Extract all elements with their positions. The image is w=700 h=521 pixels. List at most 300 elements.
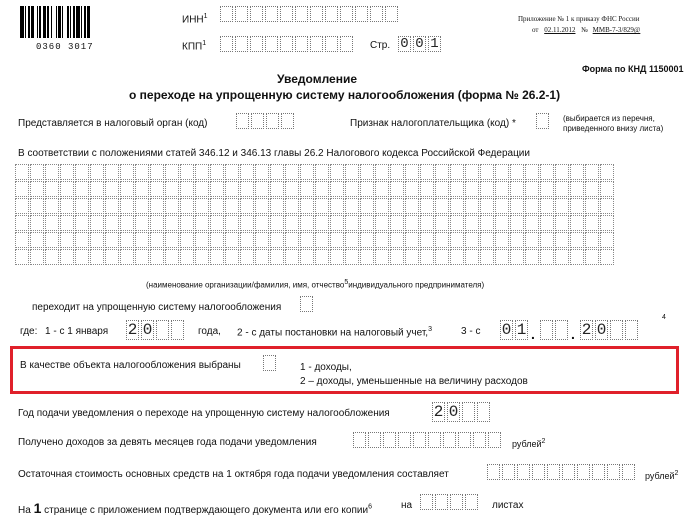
name-cell <box>375 232 389 248</box>
name-cell <box>45 181 59 197</box>
name-cell <box>525 215 539 231</box>
name-caption: (наименование организации/фамилия, имя, отчество5индивидуального предпринимателя) <box>146 279 485 290</box>
digit-cell <box>300 296 313 312</box>
name-cell <box>150 198 164 214</box>
name-cell <box>165 164 179 180</box>
digit-cell: 2 <box>127 321 138 339</box>
name-cell <box>585 181 599 197</box>
name-cell <box>30 215 44 231</box>
name-cell <box>180 198 194 214</box>
digit-cell <box>462 402 475 422</box>
name-cell <box>225 215 239 231</box>
name-cell <box>180 164 194 180</box>
digit-cell <box>625 320 638 340</box>
income-field[interactable] <box>353 432 503 448</box>
name-cell <box>15 164 29 180</box>
name-cell <box>525 249 539 265</box>
name-cell <box>540 198 554 214</box>
name-cell <box>555 215 569 231</box>
digit-cell: 0 <box>596 321 607 339</box>
name-cell <box>180 215 194 231</box>
name-cell <box>525 232 539 248</box>
name-cell <box>135 181 149 197</box>
digit-cell <box>280 6 293 22</box>
name-cell <box>405 232 419 248</box>
tax-authority-label: Представляется в налоговый орган (код) <box>18 118 208 129</box>
digit-cell <box>220 36 233 52</box>
name-cell <box>540 249 554 265</box>
digit-cell: 0 <box>142 321 153 339</box>
name-cell <box>330 215 344 231</box>
name-cell <box>45 198 59 214</box>
digit-cell <box>458 432 471 448</box>
digit-cell <box>555 320 568 340</box>
name-cell <box>210 198 224 214</box>
digit-cell: 0 <box>501 321 512 339</box>
digit-cell <box>370 6 383 22</box>
name-cell <box>300 249 314 265</box>
barcode-number: 0360 3017 <box>36 42 94 52</box>
object-code-field[interactable] <box>263 355 278 371</box>
barcode-stripe <box>90 6 91 38</box>
name-cell <box>540 164 554 180</box>
digit-cell <box>622 464 635 480</box>
name-cell <box>315 215 329 231</box>
name-cell <box>600 215 614 231</box>
year2-field[interactable] <box>580 320 640 340</box>
name-cell <box>480 215 494 231</box>
name-cell <box>15 232 29 248</box>
name-cell <box>120 198 134 214</box>
name-cell <box>15 215 29 231</box>
name-cell <box>345 215 359 231</box>
page-digit: 0 <box>413 36 426 52</box>
income-label: Получено доходов за девять месяцев года подачи уведомления <box>18 437 317 448</box>
name-cell <box>195 181 209 197</box>
name-cell <box>285 215 299 231</box>
name-cell <box>330 198 344 214</box>
name-cell <box>405 215 419 231</box>
organization-name-field[interactable] <box>15 163 615 265</box>
tax-authority-field[interactable] <box>236 113 296 129</box>
name-cell <box>600 181 614 197</box>
name-cell <box>585 164 599 180</box>
notice-year-label: Год подачи уведомления о переходе на упрощенную систему налогообложения <box>18 408 390 419</box>
name-cell <box>435 198 449 214</box>
digit-cell <box>236 113 249 129</box>
name-cell <box>225 198 239 214</box>
digit-cell <box>280 36 293 52</box>
name-cell <box>45 232 59 248</box>
name-cell <box>15 249 29 265</box>
name-cell <box>510 164 524 180</box>
digit-cell: 2 <box>581 321 592 339</box>
name-cell <box>495 232 509 248</box>
name-cell <box>360 215 374 231</box>
option-1-label: 1 - с 1 января <box>45 326 109 337</box>
kpp-field[interactable] <box>220 36 355 52</box>
digit-cell <box>420 494 433 510</box>
name-cell <box>345 198 359 214</box>
name-cell <box>480 249 494 265</box>
name-cell <box>120 215 134 231</box>
page-number-field[interactable] <box>398 36 443 52</box>
name-cell <box>240 215 254 231</box>
barcode <box>20 6 108 38</box>
option-2-label: 2 - с даты постановки на налоговый учет,$^3$ <box>237 326 432 339</box>
name-cell <box>480 164 494 180</box>
name-cell <box>525 181 539 197</box>
name-cell <box>135 249 149 265</box>
inn-label: ИНН$^1$ <box>182 13 208 26</box>
digit-cell <box>340 36 353 52</box>
digit-cell <box>353 432 366 448</box>
digit-cell <box>250 6 263 22</box>
name-cell <box>375 198 389 214</box>
name-cell <box>435 249 449 265</box>
name-cell <box>45 164 59 180</box>
name-cell <box>135 198 149 214</box>
inn-field[interactable] <box>220 6 400 22</box>
name-cell <box>570 232 584 248</box>
digit-cell <box>235 6 248 22</box>
day-field[interactable] <box>500 320 530 340</box>
name-cell <box>75 215 89 231</box>
name-cell <box>135 164 149 180</box>
name-cell <box>375 249 389 265</box>
name-cell <box>240 249 254 265</box>
digit-cell <box>413 432 426 448</box>
name-cell <box>465 181 479 197</box>
name-cell <box>210 249 224 265</box>
name-cell <box>300 181 314 197</box>
name-cell <box>210 164 224 180</box>
name-cell <box>510 232 524 248</box>
form-code: Форма по КНД 1150001 <box>582 64 684 74</box>
name-cell <box>60 164 74 180</box>
pages-label: На 1 странице с приложением подтверждающего документа или его копии$^6$ <box>18 500 372 516</box>
name-cell <box>405 181 419 197</box>
name-cell <box>105 198 119 214</box>
name-cell <box>360 164 374 180</box>
name-cell <box>90 198 104 214</box>
name-cell <box>210 181 224 197</box>
name-cell <box>105 215 119 231</box>
page-label: Стр. <box>370 40 391 51</box>
name-cell <box>390 215 404 231</box>
name-cell <box>330 249 344 265</box>
name-cell <box>345 181 359 197</box>
digit-cell <box>517 464 530 480</box>
name-cell <box>75 181 89 197</box>
name-cell <box>315 181 329 197</box>
name-cell <box>180 249 194 265</box>
name-cell <box>150 164 164 180</box>
name-cell <box>510 215 524 231</box>
residual-value-field[interactable] <box>487 464 637 480</box>
name-cell <box>450 164 464 180</box>
name-cell <box>210 232 224 248</box>
digit-cell <box>266 113 279 129</box>
date-separator: . <box>531 326 535 342</box>
digit-cell <box>465 494 478 510</box>
digit-cell <box>265 36 278 52</box>
name-cell <box>390 164 404 180</box>
digit-cell <box>383 432 396 448</box>
name-cell <box>480 232 494 248</box>
name-cell <box>60 215 74 231</box>
name-cell <box>495 198 509 214</box>
name-cell <box>225 232 239 248</box>
name-cell <box>435 181 449 197</box>
name-cell <box>525 164 539 180</box>
digit-cell <box>251 113 264 129</box>
sheets-count-field[interactable] <box>420 494 480 510</box>
name-cell <box>285 232 299 248</box>
name-cell <box>195 249 209 265</box>
name-cell <box>330 164 344 180</box>
name-cell <box>525 198 539 214</box>
digit-cell <box>398 432 411 448</box>
name-cell <box>405 249 419 265</box>
name-cell <box>255 215 269 231</box>
digit-cell <box>355 6 368 22</box>
name-cell <box>450 249 464 265</box>
digit-cell <box>156 320 169 340</box>
name-cell <box>60 232 74 248</box>
digit-cell <box>577 464 590 480</box>
name-cell <box>465 232 479 248</box>
name-cell <box>435 232 449 248</box>
name-cell <box>165 181 179 197</box>
name-cell <box>195 232 209 248</box>
name-cell <box>465 164 479 180</box>
name-cell <box>120 164 134 180</box>
name-cell <box>270 232 284 248</box>
name-cell <box>45 249 59 265</box>
digit-cell <box>562 464 575 480</box>
name-cell <box>240 232 254 248</box>
name-cell <box>345 164 359 180</box>
name-cell <box>90 249 104 265</box>
name-cell <box>510 181 524 197</box>
digit-cell <box>295 6 308 22</box>
digit-cell <box>263 355 276 371</box>
name-cell <box>105 181 119 197</box>
name-cell <box>390 232 404 248</box>
name-cell <box>60 249 74 265</box>
name-cell <box>300 232 314 248</box>
name-cell <box>420 232 434 248</box>
name-cell <box>15 198 29 214</box>
name-cell <box>225 249 239 265</box>
object-choice-1: 1 - доходы, <box>300 362 352 373</box>
digit-cell <box>265 6 278 22</box>
digit-cell <box>547 464 560 480</box>
name-cell <box>285 181 299 197</box>
name-cell <box>90 164 104 180</box>
name-cell <box>60 181 74 197</box>
name-cell <box>75 164 89 180</box>
name-cell <box>270 181 284 197</box>
name-cell <box>375 215 389 231</box>
digit-cell <box>250 36 263 52</box>
digit-cell <box>610 320 623 340</box>
digit-cell: 1 <box>516 321 527 339</box>
name-cell <box>195 215 209 231</box>
object-label: В качестве объекта налогообложения выбраны <box>20 360 241 371</box>
name-cell <box>330 181 344 197</box>
digit-cell <box>428 432 441 448</box>
name-cell <box>330 232 344 248</box>
pages-on: на <box>401 500 413 511</box>
name-cell <box>450 198 464 214</box>
digit-cell <box>532 464 545 480</box>
name-cell <box>375 181 389 197</box>
name-cell <box>135 215 149 231</box>
law-reference: В соответствии с положениями статей 346.12 и 346.13 главы 26.2 Налогового кодекса Российской Федерации <box>18 148 530 159</box>
name-cell <box>570 215 584 231</box>
name-cell <box>90 181 104 197</box>
name-cell <box>105 249 119 265</box>
digit-cell <box>488 432 501 448</box>
name-cell <box>405 164 419 180</box>
name-cell <box>90 215 104 231</box>
digit-cell <box>220 6 233 22</box>
name-cell <box>315 232 329 248</box>
name-cell <box>90 232 104 248</box>
name-cell <box>420 181 434 197</box>
option-3-label: 3 - с <box>461 326 481 337</box>
name-cell <box>75 198 89 214</box>
name-cell <box>150 215 164 231</box>
name-cell <box>540 232 554 248</box>
name-cell <box>585 215 599 231</box>
month-field[interactable] <box>540 320 570 340</box>
name-cell <box>600 164 614 180</box>
name-cell <box>555 232 569 248</box>
digit-cell <box>310 6 323 22</box>
digit-cell <box>502 464 515 480</box>
name-cell <box>120 249 134 265</box>
name-cell <box>270 164 284 180</box>
name-cell <box>300 198 314 214</box>
name-cell <box>315 198 329 214</box>
name-cell <box>510 198 524 214</box>
name-cell <box>345 249 359 265</box>
name-cell <box>555 249 569 265</box>
digit-cell <box>368 432 381 448</box>
name-cell <box>165 215 179 231</box>
name-cell <box>585 232 599 248</box>
name-cell <box>30 181 44 197</box>
name-cell <box>390 198 404 214</box>
transition-label: переходит на упрощенную систему налогообложения <box>32 302 282 313</box>
name-cell <box>75 232 89 248</box>
sheets-label: листах <box>492 500 524 511</box>
name-cell <box>240 164 254 180</box>
name-cell <box>540 181 554 197</box>
name-cell <box>165 249 179 265</box>
name-cell <box>540 215 554 231</box>
name-cell <box>105 164 119 180</box>
name-cell <box>465 215 479 231</box>
form-title: Уведомление <box>277 72 358 86</box>
transition-code-field[interactable] <box>300 296 315 312</box>
digit-cell <box>536 113 549 129</box>
name-cell <box>435 215 449 231</box>
name-cell <box>420 249 434 265</box>
name-cell <box>600 249 614 265</box>
object-choice-2: 2 – доходы, уменьшенные на величину расходов <box>300 376 528 387</box>
name-cell <box>405 198 419 214</box>
name-cell <box>135 232 149 248</box>
name-cell <box>300 164 314 180</box>
name-cell <box>30 232 44 248</box>
year-field[interactable] <box>126 320 186 340</box>
date-separator: . <box>571 326 575 342</box>
name-cell <box>270 249 284 265</box>
digit-cell <box>473 432 486 448</box>
appendix-ref: от 02.11.2012 № ММВ-7-3/829@ <box>532 26 641 34</box>
name-cell <box>270 215 284 231</box>
name-cell <box>375 164 389 180</box>
name-cell <box>465 249 479 265</box>
name-cell <box>390 181 404 197</box>
name-cell <box>150 232 164 248</box>
digit-cell <box>487 464 500 480</box>
name-cell <box>195 198 209 214</box>
digit-cell <box>325 36 338 52</box>
digit-cell <box>325 6 338 22</box>
name-cell <box>465 198 479 214</box>
name-cell <box>570 181 584 197</box>
name-cell <box>495 215 509 231</box>
page-digit: 1 <box>428 36 441 52</box>
name-cell <box>555 181 569 197</box>
name-cell <box>30 164 44 180</box>
digit-cell <box>450 494 463 510</box>
name-cell <box>420 198 434 214</box>
residual-unit: рублей$^2$ <box>645 470 679 481</box>
name-cell <box>510 249 524 265</box>
name-cell <box>270 198 284 214</box>
name-cell <box>60 198 74 214</box>
name-cell <box>495 249 509 265</box>
digit-cell <box>592 464 605 480</box>
name-cell <box>285 249 299 265</box>
name-cell <box>315 164 329 180</box>
taxpayer-sign-field[interactable] <box>536 113 551 129</box>
option-3-footnote: 4 <box>662 314 666 321</box>
kpp-label: КПП$^1$ <box>182 40 207 53</box>
taxpayer-sign-label: Признак налогоплательщика (код) * <box>350 118 516 129</box>
name-cell <box>450 181 464 197</box>
name-cell <box>120 232 134 248</box>
digit-cell <box>607 464 620 480</box>
name-cell <box>75 249 89 265</box>
digit-cell: 2 <box>433 403 444 421</box>
notice-year-field[interactable] <box>432 402 492 422</box>
digit-cell <box>171 320 184 340</box>
name-cell <box>495 181 509 197</box>
name-cell <box>285 164 299 180</box>
name-cell <box>570 164 584 180</box>
page-digit: 0 <box>398 36 411 52</box>
name-cell <box>255 249 269 265</box>
name-cell <box>390 249 404 265</box>
name-cell <box>420 164 434 180</box>
